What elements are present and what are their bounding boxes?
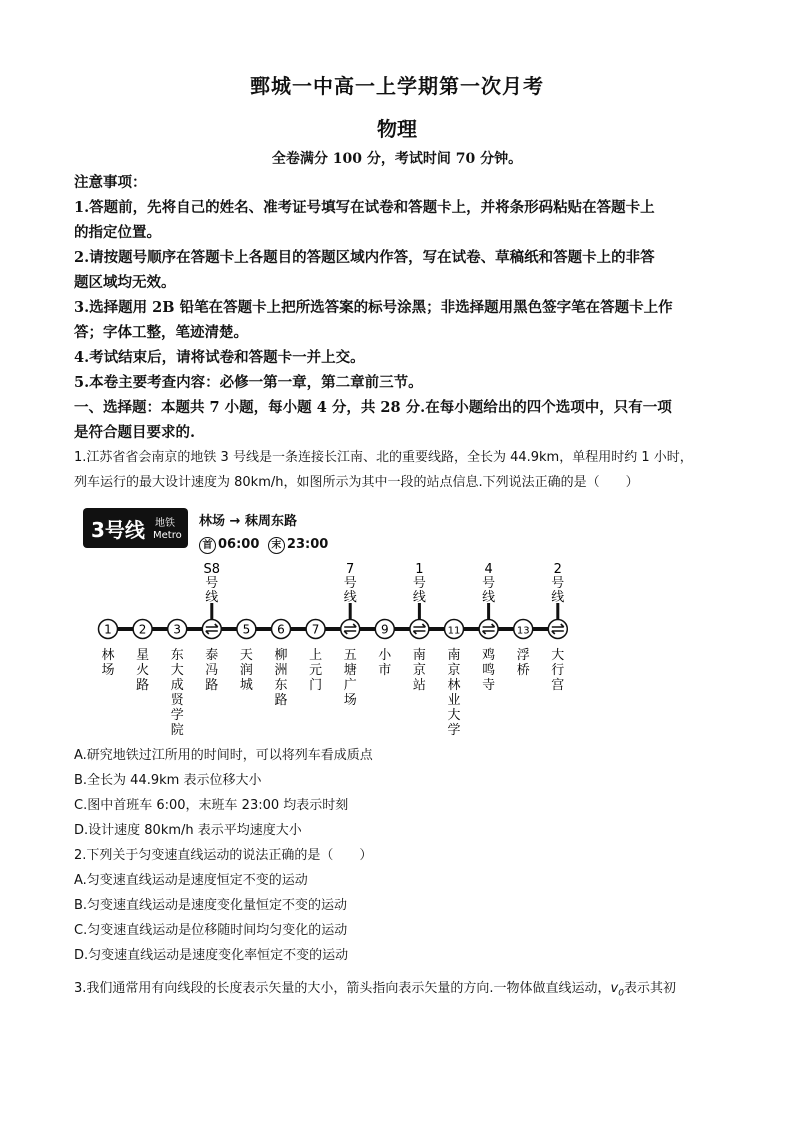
station-marker	[341, 620, 360, 639]
station-name-char: 元	[309, 663, 323, 678]
q2-stem: 2.下列关于匀变速直线运动的说法正确的是（ ）	[74, 848, 373, 863]
station-name-char: 大	[551, 648, 565, 663]
station-name-char: 业	[447, 693, 461, 708]
station-number: 7	[311, 622, 320, 637]
station-name-char: 大	[170, 663, 184, 678]
metro-times	[199, 537, 328, 554]
notice-line: 4.考试结束后，请将试卷和答题卡一并上交。	[74, 349, 365, 366]
metro-figure	[74, 500, 584, 736]
station-name-char: 上	[309, 648, 323, 663]
station-name-char: 院	[170, 723, 184, 736]
station-name-char: 火	[136, 663, 150, 678]
q3-stem-end: 表示其初	[623, 981, 676, 996]
section-heading: 一、选择题：本题共 7 小题，每小题 4 分，共 28 分.在每小题给出的四个选项中，只有一项	[74, 399, 672, 416]
q2-option-d: D.匀变速直线运动是速度变化率恒定不变的运动	[74, 948, 349, 963]
station-name-char: 路	[136, 678, 150, 693]
notice-line: 2.请按题号顺序在答题卡上各题目的答题区域内作答，写在试卷、草稿纸和答题卡上的非答	[74, 249, 655, 266]
metro-route: 林场 → 秣周东路	[199, 514, 297, 529]
metro-line-badge	[83, 508, 188, 548]
exam-title: 鄄城一中高一上学期第一次月考	[250, 74, 544, 98]
station-name-char: 路	[274, 693, 288, 708]
transfer-label: 号	[343, 576, 357, 591]
transfer-label: S8	[203, 562, 221, 577]
station-name-char: 五	[343, 648, 357, 663]
station-name-char: 桥	[516, 663, 530, 678]
station-name-char: 小	[378, 648, 392, 663]
station-1	[99, 620, 118, 679]
q2-option-b: B.匀变速直线运动是速度变化量恒定不变的运动	[74, 898, 348, 913]
transfer-label: 线	[412, 590, 426, 605]
station-name-char: 鸣	[482, 663, 496, 678]
station-9	[375, 620, 394, 679]
station-number: 6	[277, 622, 285, 637]
q3-v0-symbol: $v_0$	[610, 981, 624, 999]
transfer-label: 号	[205, 576, 219, 591]
station-name-char: 润	[239, 663, 253, 678]
station-4	[202, 562, 221, 693]
station-name-char: 南	[447, 648, 461, 663]
station-name-char: 成	[170, 678, 184, 693]
notice-line: 答；字体工整，笔迹清楚。	[74, 324, 248, 341]
metro-line-name: 3号线	[91, 518, 145, 542]
station-name-char: 行	[551, 663, 565, 678]
transfer-label: 号	[551, 576, 565, 591]
subject-title: 物理	[377, 117, 417, 141]
station-name-char: 场	[343, 693, 357, 708]
station-11	[445, 620, 464, 737]
station-name-char: 泰	[205, 648, 219, 663]
transfer-label: 2	[553, 562, 562, 577]
notice-line: 3.选择题用 2B 铅笔在答题卡上把所选答案的标号涂黑；非选择题用黑色签字笔在答题卡上作	[74, 299, 673, 316]
station-name-char: 洲	[274, 663, 288, 678]
station-name-char: 京	[447, 663, 461, 678]
station-name-char: 广	[343, 678, 357, 693]
station-8	[341, 562, 360, 708]
station-marker	[548, 620, 567, 639]
notice-line: 1.答题前，先将自己的姓名、准考证号填写在试卷和答题卡上，并将条形码粘贴在答题卡上	[74, 199, 655, 216]
station-name-char: 大	[447, 708, 461, 723]
station-name-char: 宫	[551, 678, 565, 693]
station-name-char: 柳	[274, 648, 288, 663]
station-name-char: 林	[101, 648, 115, 663]
transfer-label: 号	[482, 576, 496, 591]
exam-info: 全卷满分 100 分，考试时间 70 分钟。	[271, 151, 523, 167]
metro-tag-en: Metro	[153, 530, 182, 541]
q1-option-c: C.图中首班车 6:00，末班车 23:00 均表示时刻	[74, 798, 349, 813]
station-name-char: 东	[274, 678, 288, 693]
station-name-char: 星	[136, 648, 150, 663]
station-name-char: 东	[170, 648, 184, 663]
station-5	[237, 620, 256, 694]
station-name-char: 塘	[343, 663, 357, 678]
station-12	[479, 562, 498, 693]
station-name-char: 贤	[170, 693, 184, 708]
station-name-char: 浮	[516, 648, 530, 663]
metro-tag-cn: 地铁	[155, 518, 175, 529]
transfer-label: 1	[415, 562, 424, 577]
q1-option-b: B.全长为 44.9km 表示位移大小	[74, 773, 262, 788]
station-number: 9	[380, 622, 389, 637]
station-marker	[479, 620, 498, 639]
station-number: 11	[447, 625, 461, 637]
station-name-char: 站	[412, 678, 426, 693]
station-name-char: 冯	[205, 663, 219, 678]
station-name-char: 城	[239, 678, 253, 693]
station-number: 3	[173, 622, 182, 637]
section-heading-cont: 是符合题目要求的.	[74, 424, 196, 441]
station-number: 2	[138, 622, 147, 637]
q1-option-a: A.研究地铁过江所用的时间时，可以将列车看成质点	[74, 748, 373, 763]
station-7	[306, 620, 325, 694]
transfer-label: 线	[482, 590, 496, 605]
station-marker	[202, 620, 221, 639]
station-number: 1	[104, 622, 112, 637]
station-13	[514, 620, 533, 679]
q1-stem-cont: 列车运行的最大设计速度为 80km/h，如图所示为其中一段的站点信息.下列说法正确的是（ ）	[74, 475, 639, 490]
notice-heading: 注意事项：	[74, 174, 147, 191]
station-name-char: 南	[412, 648, 426, 663]
transfer-label: 线	[551, 590, 565, 605]
transfer-label: 4	[484, 562, 493, 577]
first-train-time: 06:00	[218, 537, 260, 552]
station-name-char: 门	[309, 678, 323, 693]
q1-option-d: D.设计速度 80km/h 表示平均速度大小	[74, 823, 302, 838]
q2-option-c: C.匀变速直线运动是位移随时间均匀变化的运动	[74, 923, 348, 938]
station-14	[548, 562, 567, 693]
station-name-char: 林	[447, 678, 461, 693]
first-train-icon: 首	[199, 537, 216, 554]
station-number: 5	[242, 622, 251, 637]
q2-option-a: A.匀变速直线运动是速度恒定不变的运动	[74, 873, 308, 888]
station-3	[168, 620, 187, 737]
station-name-char: 寺	[482, 678, 496, 693]
station-name-char: 学	[170, 708, 184, 723]
station-name-char: 路	[205, 678, 219, 693]
station-2	[133, 620, 152, 694]
q3-stem	[74, 976, 734, 1007]
q3-stem-text: 3.我们通常用有向线段的长度表示矢量的大小，箭头指向表示矢量的方向.一物体做直线运动，	[74, 981, 611, 996]
transfer-label: 线	[205, 590, 219, 605]
last-train-icon: 末	[268, 537, 285, 554]
station-number: 13	[516, 625, 530, 637]
transfer-label: 7	[346, 562, 355, 577]
transfer-label: 线	[343, 590, 357, 605]
station-name-char: 场	[101, 663, 115, 678]
notice-line: 的指定位置。	[74, 224, 161, 241]
station-name-char: 市	[378, 663, 392, 678]
notice-line: 5.本卷主要考查内容：必修一第一章，第二章前三节。	[74, 374, 423, 391]
station-marker	[410, 620, 429, 639]
station-name-char: 鸡	[482, 648, 496, 663]
transfer-label: 号	[412, 576, 426, 591]
station-name-char: 学	[447, 723, 461, 736]
station-6	[272, 620, 291, 709]
notice-line: 题区域均无效。	[74, 274, 176, 291]
q1-stem: 1.江苏省省会南京的地铁 3 号线是一条连接长江南、北的重要线路，全长为 44.9km，单程用时约 1 小时，	[74, 450, 693, 465]
station-name-char: 京	[412, 663, 426, 678]
last-train-time: 23:00	[286, 537, 329, 552]
station-10	[410, 562, 429, 693]
station-name-char: 天	[239, 648, 253, 663]
